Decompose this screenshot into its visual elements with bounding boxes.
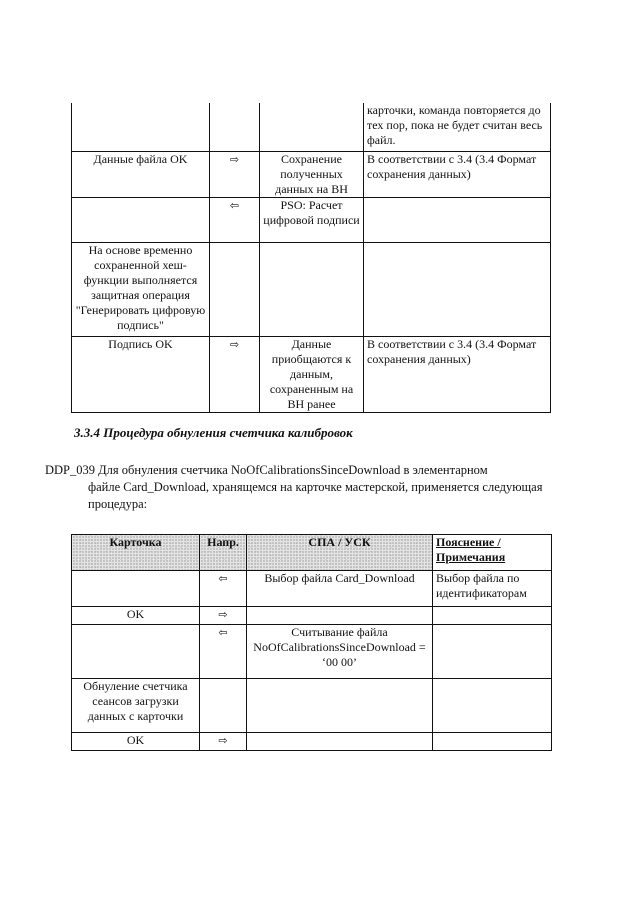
arrow-left-icon: ⇦ [200, 571, 247, 607]
table-row [72, 197, 551, 242]
table-row [72, 733, 552, 751]
arrow-right-icon: ⇨ [210, 336, 260, 412]
vu-cell [247, 733, 433, 751]
card-cell [72, 625, 200, 679]
calibration-reset-table [71, 534, 552, 751]
note-cell: карточки, команда повторяется до тех пор, пока не будет считан весь файл. [364, 103, 551, 151]
vu-cell: Считывание файла NoOfCalibrationsSinceDownload = ‘00 00’ [247, 625, 433, 679]
sequence-table-continued [71, 103, 551, 413]
paragraph-line: процедура: [88, 497, 148, 511]
note-cell [433, 679, 552, 733]
direction-cell [210, 242, 260, 336]
header-note: Пояснение / Примечания [433, 535, 552, 571]
note-cell [433, 733, 552, 751]
vu-cell: Выбор файла Card_Download [247, 571, 433, 607]
table-row [72, 679, 552, 733]
card-cell: OK [72, 733, 200, 751]
direction-cell [200, 679, 247, 733]
card-cell [72, 103, 210, 151]
card-cell: OK [72, 607, 200, 625]
vu-cell [247, 679, 433, 733]
note-cell [364, 242, 551, 336]
table-row [72, 336, 551, 412]
card-cell: Подпись OK [72, 336, 210, 412]
table-header-row [72, 535, 552, 571]
card-cell: На основе временно сохраненной хеш-функции выполняется защитная операция "Генерировать цифровую подпись" [72, 242, 210, 336]
arrow-right-icon: ⇨ [200, 733, 247, 751]
note-cell: Выбор файла по идентификаторам [433, 571, 552, 607]
arrow-left-icon: ⇦ [200, 625, 247, 679]
arrow-right-icon: ⇨ [210, 151, 260, 197]
arrow-left-icon: ⇦ [210, 197, 260, 242]
arrow-right-icon: ⇨ [200, 607, 247, 625]
note-cell [433, 607, 552, 625]
paragraph-line: файле Card_Download, хранящемся на карточке мастерской, применяется следующая [88, 480, 543, 494]
vu-cell: Сохранение полученных данных на ВН [260, 151, 364, 197]
vu-cell: PSO: Расчет цифровой подписи [260, 197, 364, 242]
vu-cell: Данные приобщаются к данным, сохраненным на ВН ранее [260, 336, 364, 412]
direction-cell [210, 103, 260, 151]
note-cell: В соответствии с 3.4 (3.4 Формат сохранения данных) [364, 151, 551, 197]
requirement-paragraph [45, 462, 565, 513]
vu-cell [260, 242, 364, 336]
section-heading: 3.3.4 Процедура обнуления счетчика калибровок [74, 425, 353, 440]
card-cell: Данные файла OK [72, 151, 210, 197]
vu-cell [247, 607, 433, 625]
header-direction: Напр. [200, 535, 247, 571]
card-cell [72, 197, 210, 242]
vu-cell [260, 103, 364, 151]
table-row [72, 607, 552, 625]
note-cell [364, 197, 551, 242]
card-cell: Обнуление счетчика сеансов загрузки данных с карточки [72, 679, 200, 733]
table-row [72, 571, 552, 607]
table-row [72, 625, 552, 679]
paragraph-line: DDP_039 Для обнуления счетчика NoOfCalibrationsSinceDownload в элементарном [45, 463, 488, 477]
table-row [72, 242, 551, 336]
table-row [72, 151, 551, 197]
header-card: Карточка [72, 535, 200, 571]
note-cell [433, 625, 552, 679]
note-cell: В соответствии с 3.4 (3.4 Формат сохранения данных) [364, 336, 551, 412]
card-cell [72, 571, 200, 607]
header-vu: СПА / УСК [247, 535, 433, 571]
table-row [72, 103, 551, 151]
